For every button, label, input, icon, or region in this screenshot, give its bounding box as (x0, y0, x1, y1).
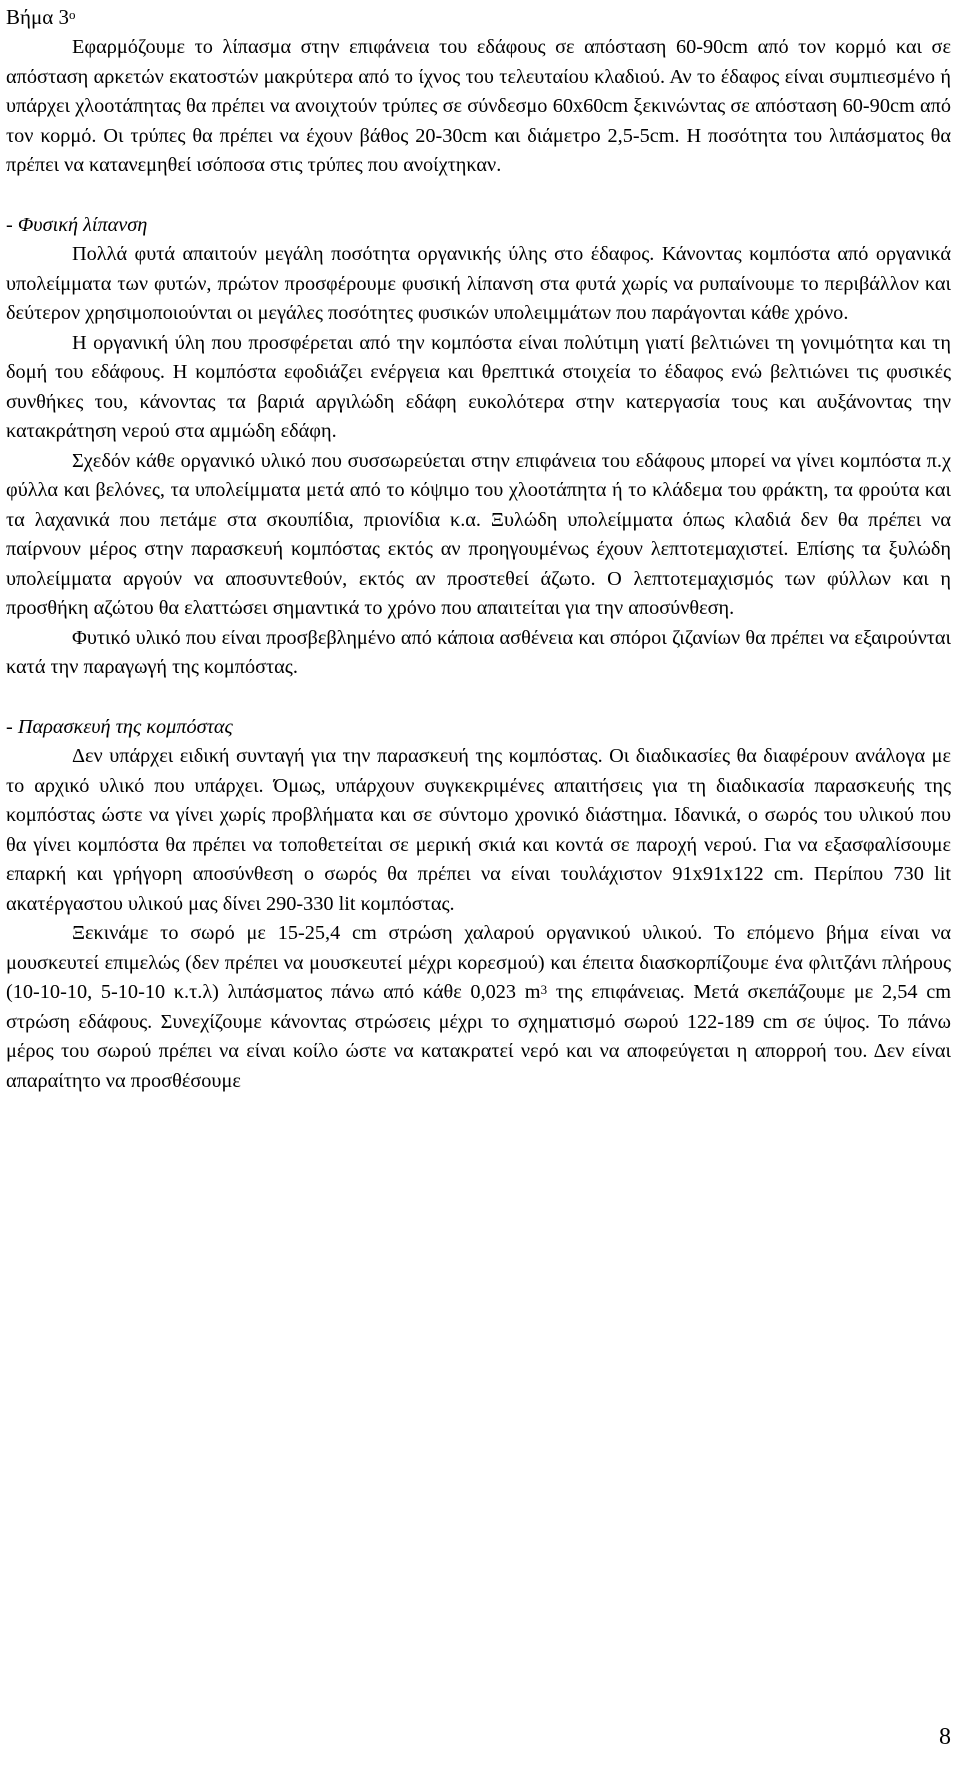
paragraph-natural-1: Πολλά φυτά απαιτούν μεγάλη ποσότητα οργανικής ύλης στο έδαφος. Κάνοντας κομπόστα από οργανικά υπολείμματα των φυτών, πρώτον προσφέρουμε φυσική λίπανση στα φυτά χωρίς να ρυπαίνουμε το περιβάλλον και δεύτερον χρησιμοποιούνται οι μεγάλες ποσότητες φυσικών υπολειμμάτων που παράγονται κάθε χρόνο. (6, 243, 951, 324)
section-heading-compost-preparation (6, 713, 951, 743)
step-heading (6, 2, 951, 32)
heading-dash: - (6, 213, 18, 236)
cubic-superscript: 3 (540, 982, 548, 997)
section-heading-natural-fertilization (6, 211, 951, 241)
paragraph-compost-1: Δεν υπάρχει ειδική συνταγή για την παρασκευή της κομπόστας. Οι διαδικασίες θα διαφέρουν ανάλογα με το αρχικό υλικό που υπάρχει. Όμως, υπάρχουν συγκεκριμένες απαιτήσεις για τη διαδικασία παρασκευής της κομπόστας ώστε να γίνει χωρίς προβλήματα και σε σύντομο χρονικό διάστημα. Ιδανικά, ο σωρός του υλικού που θα γίνει κομπόστα θα πρέπει να τοποθετείται σε μερική σκιά και κοντά σε παροχή νερού. Για να εξασφαλίσουμε επαρκή και γρήγορη αποσύνθεση ο σωρός θα πρέπει να είναι τουλάχιστον 91x91x122 cm. Περίπου 730 lit ακατέργαστου υλικού μας δίνει 290-330 lit κομπόστας. (6, 745, 951, 915)
heading-title: Παρασκευή της κομπόστας (17, 715, 233, 738)
paragraph-natural-2: Η οργανική ύλη που προσφέρεται από την κομπόστα είναι πολύτιμη γιατί βελτιώνει τη γονιμότητα και τη δομή του εδάφους. Η κομπόστα εφοδιάζει ενέργεια και θρεπτικά στοιχεία το έδαφος ενώ βελτιώνει τις φυσικές συνθήκες του, κάνοντας τα βαριά αργιλώδη εδάφη ευκολότερα στην κατεργασία τους και αυξάνοντας την κατακράτηση νερού στα αμμώδη εδάφη. (6, 331, 951, 442)
intro-paragraph: Εφαρμόζουμε το λίπασμα στην επιφάνεια του εδάφους σε απόσταση 60-90cm από τον κορμό και σε απόσταση αρκετών εκατοστών μακρύτερα από το ίχνος του τελευταίου κλαδιού. Αν το έδαφος είναι συμπιεσμένο ή υπάρχει χλοοτάπητας θα πρέπει να ανοιχτούν τρύπες σε σύνδεσμο 60x60cm ξεκινώντας σε απόσταση 60-90cm από τον κορμό. Οι τρύπες θα πρέπει να έχουν βάθος 20-30cm και διάμετρο 2,5-5cm. Η ποσότητα του λιπάσματος θα πρέπει να κατανεμηθεί ισόποσα στις τρύπες που ανοίχτηκαν. (6, 36, 951, 176)
paragraph-natural-3: Σχεδόν κάθε οργανικό υλικό που συσσωρεύεται στην επιφάνεια του εδάφους μπορεί να γίνει κομπόστα π.χ φύλλα και βελόνες, τα υπολείμματα μετά από το κόψιμο του χλοοτάπητα ή το κλάδεμα του φράκτη, τα φρούτα και τα λαχανικά που πετάμε στα σκουπίδια, πριονίδια κ.α. Ξυλώδη υπολείμματα όπως κλαδιά δεν θα πρέπει να παίρνουν μέρος στην παρασκευή κομπόστας εκτός αν προηγουμένως έχουν λεπτοτεμαχιστεί. Επίσης τα ξυλώδη υπολείμματα αργούν να αποσυντεθούν, εκτός αν προστεθεί άζωτο. Ο λεπτοτεμαχισμός των φύλλων και η προσθήκη αζώτου θα ελαττώσει σημαντικά το χρόνο που απαιτείται για την αποσύνθεση. (6, 449, 951, 619)
paragraph-natural-4: Φυτικό υλικό που είναι προσβεβλημένο από κάποια ασθένεια και σπόροι ζιζανίων θα πρέπει να εξαιρούνται κατά την παραγωγή της κομπόστας. (6, 626, 951, 678)
paragraph-compost-2 (6, 919, 951, 1096)
page-number: 8 (939, 1724, 951, 1750)
text-segment: Ξεκινάμε το σωρό με 15-25,4 cm στρώση χαλαρού οργανικού υλικού. Το επόμενο βήμα είναι να μουσκευτεί επιμελώς (δεν πρέπει να μουσκευτεί μέχρι κορεσμού) και έπειτα διασκορπίζουμε ένα φλιτζάνι πλήρους (10-10-10, 5-10-10 κ.τ.λ) λιπάσματος πάνω από κάθε 0,023 m (6, 922, 951, 1003)
heading-title: Φυσική λίπανση (17, 213, 148, 236)
step-ordinal-superscript: ο (69, 7, 76, 22)
heading-dash: - (6, 715, 18, 738)
step-label: Βήμα 3 (6, 5, 69, 29)
text-segment: της επιφάνειας. Μετά σκεπάζουμε με 2,54 cm στρώση εδάφους. Συνεχίζουμε κάνοντας στρώσεις μέχρι το σχηματισμό σωρού 122-189 cm σε ύψος. Το πάνω μέρος του σωρού πρέπει να είναι κοίλο ώστε να κατακρατεί νερό και να αποφεύγεται η απορροή του. Δεν είναι απαραίτητο να προσθέσουμε (6, 981, 951, 1092)
